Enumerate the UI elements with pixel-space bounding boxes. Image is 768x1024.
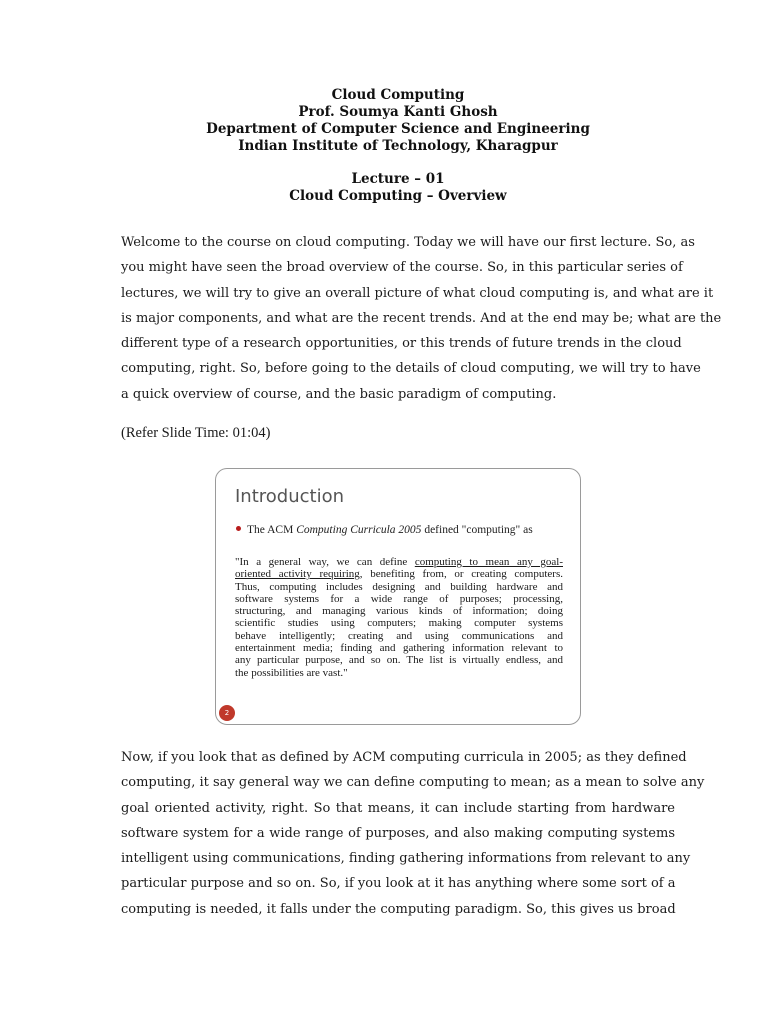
document-header [0,87,768,155]
underlined-phrase: oriented activity requiring [235,568,360,581]
paragraph-line: different type of a research opportunities, or this trends of future trends in the cloud [121,336,682,352]
paragraph-line: lectures, we will try to give an overall picture of what cloud computing is, and what are it [121,285,714,301]
paragraph-line: intelligent using communications, finding gathering informations from relevant to any [121,851,691,867]
paragraph-line: is major components, and what are the recent trends. And at the end may be; what are the [121,310,722,326]
slide-quote-line: entertainment media; finding and gathering information relevant to [235,642,563,655]
lecture-slide [215,468,581,725]
slide-quote-line: Thus, computing includes designing and building hardware and [235,580,563,593]
lecture-number: Lecture – 01 [351,171,445,187]
slide-quote-line: behave intelligently; creating and using communications and [235,629,563,642]
bullet-dot-icon [236,526,241,531]
bullet-prefix: The ACM [247,524,297,536]
paragraph-intro [121,230,722,407]
slide-quote-line: the possibilities are vast." [235,666,348,679]
bullet-italic: Computing Curricula 2005 [296,524,422,536]
slide-quote-line: "In a general way, we can define computing to mean any goal- [235,556,563,568]
slide-quote-line: software systems for a wide range of purposes; processing, [235,592,563,605]
slide-quote [235,556,563,679]
bullet-suffix: defined "computing" as [421,524,533,536]
paragraph-acm [121,745,705,922]
course-title: Cloud Computing [331,87,465,103]
paragraph-line: software system for a wide range of purposes, and also making computing systems [121,825,675,841]
professor-name: Prof. Soumya Kanti Ghosh [298,104,498,120]
slide-quote-line: scientific studies using computers; making computer systems [235,617,563,630]
paragraph-line: you might have seen the broad overview of the course. So, in this particular series of [121,260,683,276]
paragraph-line: computing is needed, it falls under the computing paradigm. So, this gives us broad [121,901,676,917]
slide-page-number: 2 [219,705,235,721]
institute-name: Indian Institute of Technology, Kharagpur [238,138,558,154]
paragraph-line: computing, right. So, before going to the details of cloud computing, we will try to have [121,361,701,377]
paragraph-line: a quick overview of course, and the basic paradigm of computing. [121,386,557,402]
department-name: Department of Computer Science and Engineering [206,121,590,137]
slide-bullet [236,524,533,536]
slide-quote-line: oriented activity requiring, benefiting from, or creating computers. [235,568,563,581]
lecture-heading [0,171,768,205]
slide-quote-line: any particular purpose, and so on. The list is virtually endless, and [235,654,563,667]
paragraph-line: Welcome to the course on cloud computing. Today we will have our first lecture. So, as [121,235,695,250]
paragraph-line: Now, if you look that as defined by ACM computing curricula in 2005; as they defined [121,750,687,765]
paragraph-line: particular purpose and so on. So, if you look at it has anything where some sort of a [121,876,676,892]
slide-time-reference: (Refer Slide Time: 01:04) [121,425,271,441]
slide-title: Introduction [235,486,345,507]
lecture-title: Cloud Computing – Overview [289,188,507,204]
paragraph-line: goal oriented activity, right. So that means, it can include starting from hardware [121,800,675,816]
underlined-phrase: computing to mean any goal- [414,556,563,568]
slide-quote-line: structuring, and managing various kinds of information; doing [235,605,563,618]
paragraph-line: computing, it say general way we can define computing to mean; as a mean to solve any [121,775,705,791]
